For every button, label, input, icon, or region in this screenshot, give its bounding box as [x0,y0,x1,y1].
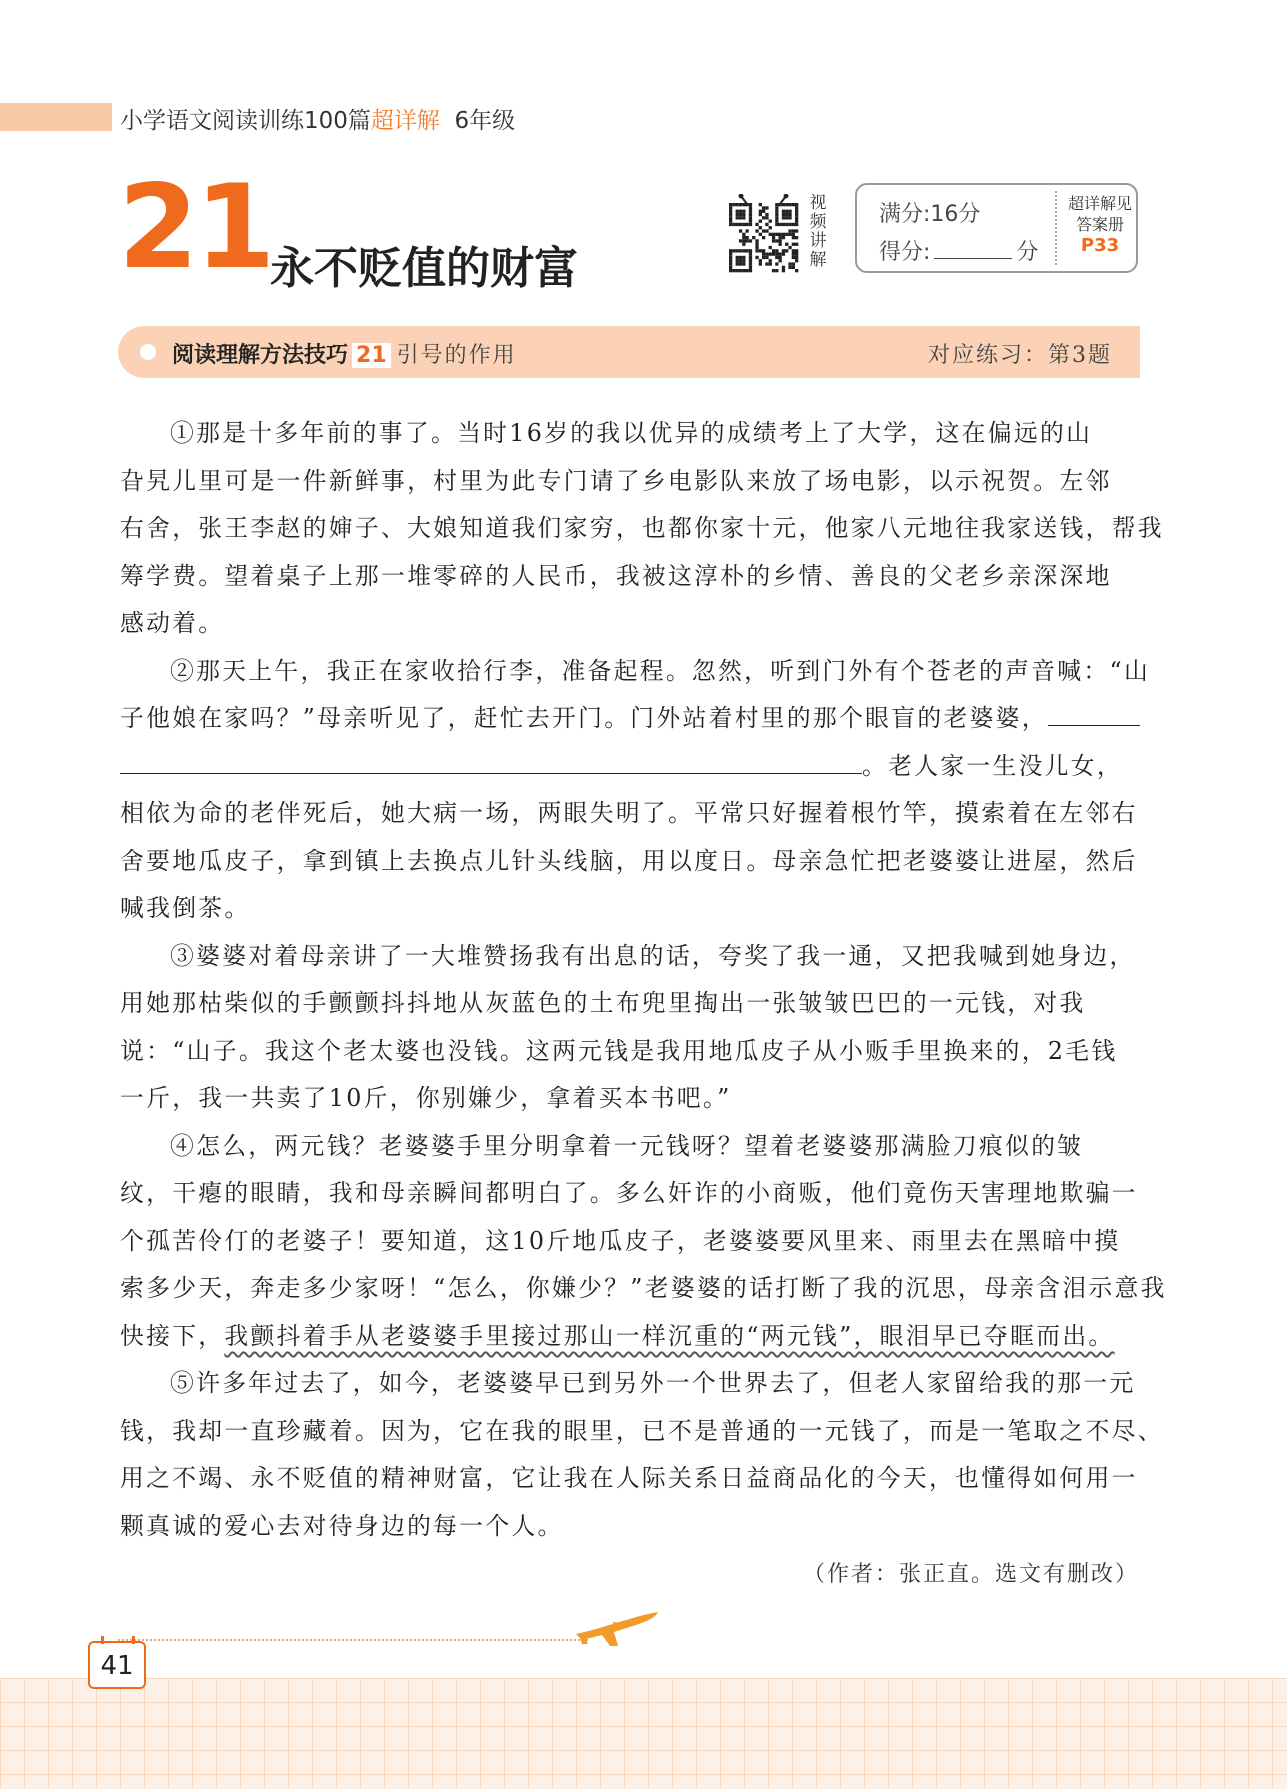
calendar-page-icon [88,1641,146,1689]
text-line: 筹学费。望着桌子上那一堆零碎的人民币，我被这淳朴的乡情、善良的父老乡亲深深地 [120,562,1112,590]
text-line: 用之不竭、永不贬值的精神财富，它让我在人际关系日益商品化的今天，也懂得如何用一 [120,1464,1138,1492]
answer-blank[interactable] [1048,695,1140,726]
text-line: ②那天上午，我正在家收拾行李，准备起程。忽然，听到门外有个苍老的声音喊：“山 [170,657,1151,685]
text-line: ①那是十多年前的事了。当时16岁的我以优异的成绩考上了大学，这在偏远的山 [170,419,1093,447]
footer-grid-band [0,1678,1287,1789]
text-line [120,695,1140,743]
series-name: 小学语文阅读训练100篇 [120,108,371,134]
full-score: 满分:16分 [879,202,981,227]
lesson-number: 21 [118,160,272,295]
tip-number: 21 [352,343,391,368]
text-line-segment: 子他娘在家吗？”母亲听见了，赶忙去开门。门外站着村里的那个眼盲的老婆婆， [120,704,1048,732]
tip-topic: 引号的作用 [396,343,517,368]
text-line: 个孤苦伶仃的老婆子！要知道，这10斤地瓜皮子，老婆婆要风里来、雨里去在黑暗中摸 [120,1227,1121,1255]
bullet-dot-icon [140,344,156,360]
author-credit: （作者：张正直。选文有删改） [802,1562,1139,1587]
answer-reference [1062,193,1138,256]
text-line: 一斤，我一共卖了10斤，你别嫌少，拿着买本书吧。” [120,1084,732,1112]
answer-ref-line: 超详解见 [1067,194,1132,213]
text-line: 颗真诚的爱心去对待身边的每一个人。 [120,1512,564,1540]
wavy-underlined-sentence: 我颤抖着手从老婆婆手里接过那山一样沉重的“两元钱”，眼泪早已夺眶而出。 [224,1322,1115,1350]
score-box [855,183,1138,273]
text-line: 说：“山子。我这个老太婆也没钱。这两元钱是我用地瓜皮子从小贩手里换来的，2毛钱 [120,1037,1118,1065]
text-line: ③婆婆对着母亲讲了一大堆赞扬我有出息的话，夸奖了我一通，又把我喊到她身边， [170,942,1136,970]
text-line: ⑤许多年过去了，如今，老婆婆早已到另外一个世界去了，但老人家留给我的那一元 [170,1369,1136,1397]
qr-label-char: 视 [809,193,827,213]
text-line [120,1313,1115,1361]
lesson-title: 永不贬值的财富 [270,243,578,294]
grade-label: 6年级 [454,108,516,134]
video-explanation-label [806,194,830,270]
score-blank[interactable] [934,240,1012,259]
text-line: ④怎么，两元钱？老婆婆手里分明拿着一元钱呀？望着老婆婆那满脸刀痕似的皱 [170,1132,1084,1160]
text-line: 喊我倒茶。 [120,894,251,922]
qr-code-icon[interactable] [725,194,802,273]
text-line: 感动着。 [120,609,225,637]
dotted-divider [118,1639,588,1641]
qr-label-char: 频 [809,212,827,232]
header-accent-bar [0,103,112,131]
qr-label-char: 讲 [809,231,827,251]
airplane-icon [574,1608,660,1648]
text-line: 用她那枯柴似的手颤颤抖抖地从灰蓝色的土布兜里掏出一张皱皱巴巴的一元钱，对我 [120,989,1086,1017]
book-series-header [120,102,515,135]
calendar-ring-tabs [101,1636,135,1644]
answer-blank[interactable] [120,743,862,774]
text-line: 右舍，张王李赵的婶子、大娘知道我们家穷，也都你家十元，他家八元地往我家送钱，帮我 [120,514,1164,542]
text-line: 旮旯儿里可是一件新鲜事，村里为此专门请了乡电影队来放了场电影，以示祝贺。左邻 [120,467,1112,495]
text-line: 舍要地瓜皮子，拿到镇上去换点儿针头线脑，用以度日。母亲急忙把老婆婆让进屋，然后 [120,847,1138,875]
tip-heading [172,338,517,369]
page-number: 41 [100,1651,134,1681]
text-line-segment: 快接下， [120,1322,225,1350]
answer-page: P33 [1080,235,1120,256]
text-line-segment: 。老人家一生没儿女， [862,752,1123,780]
practice-reference: 对应练习：第3题 [928,343,1112,368]
score-unit: 分 [1016,240,1039,265]
tip-label: 阅读理解方法技巧 [172,343,349,368]
answer-ref-line: 答案册 [1075,215,1124,234]
method-tip-bar [118,326,1140,378]
text-line [120,743,1123,791]
text-line: 纹，干瘪的眼睛，我和母亲瞬间都明白了。多么奸诈的小商贩，他们竟伤天害理地欺骗一 [120,1179,1138,1207]
score-divider [1055,191,1057,265]
text-line: 相依为命的老伴死后，她大病一场，两眼失明了。平常只好握着根竹竿，摸索着在左邻右 [120,799,1138,827]
series-highlight: 超详解 [370,108,440,134]
qr-label-char: 解 [809,250,827,270]
score-field [879,235,1038,266]
text-line: 索多少天，奔走多少家呀！“怎么，你嫌少？”老婆婆的话打断了我的沉思，母亲含泪示意我 [120,1274,1167,1302]
text-line: 钱，我却一直珍藏着。因为，它在我的眼里，已不是普通的一元钱了，而是一笔取之不尽、 [120,1417,1164,1445]
score-label: 得分: [879,240,931,265]
